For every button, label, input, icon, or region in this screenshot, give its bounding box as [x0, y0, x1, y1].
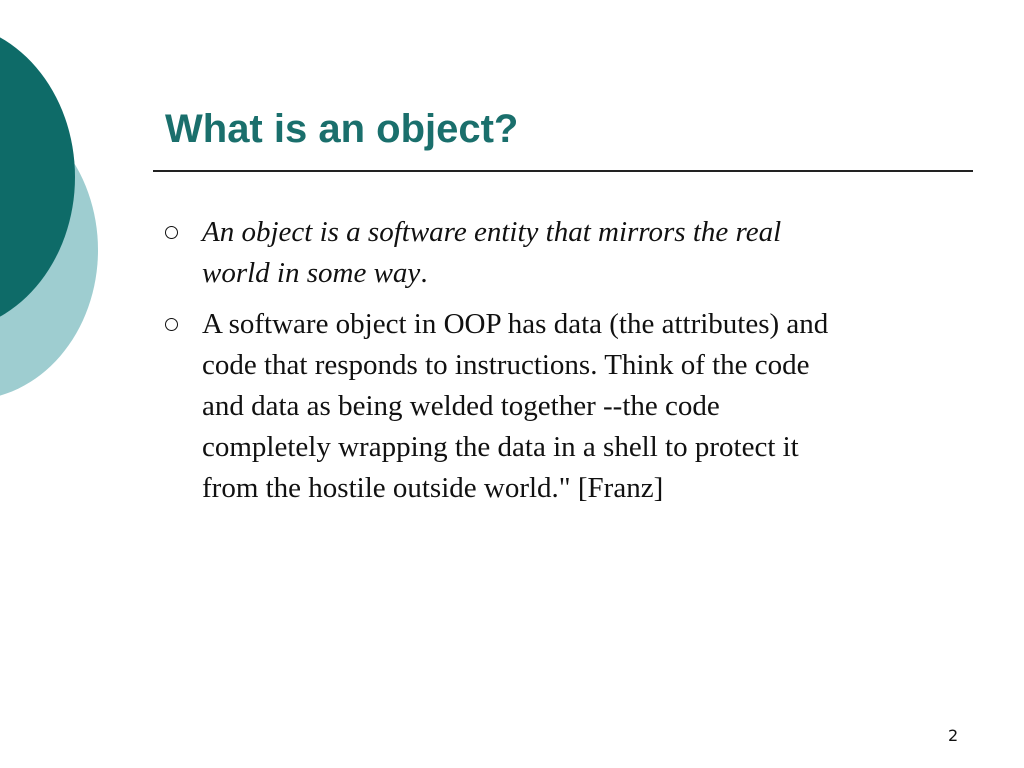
hollow-circle-bullet-icon — [165, 226, 178, 239]
bullet-text — [202, 212, 953, 294]
bullet-text-line: from the hostile outside world." [Franz] — [202, 472, 664, 504]
hollow-circle-bullet-icon — [165, 318, 178, 331]
bullet-item-definition — [163, 212, 953, 294]
bullet-text — [202, 304, 953, 509]
bullet-text-line: A software object in OOP has data (the attributes) and — [202, 308, 829, 340]
bullet-text-line: code that responds to instructions. Think of the code — [202, 349, 810, 381]
bullet-text-punctuation: . — [420, 257, 428, 289]
bullet-text-line: completely wrapping the data in a shell to protect it — [202, 431, 799, 463]
bullet-text-line: An object is a software entity that mirrors the real — [202, 216, 782, 248]
slide-title: What is an object? — [165, 107, 519, 151]
bullet-item-oop-quote — [163, 304, 953, 509]
bullet-text-line: world in some way — [202, 257, 421, 289]
bullet-text-line: and data as being welded together --the code — [202, 390, 720, 422]
title-divider — [153, 170, 973, 172]
page-number: 2 — [948, 726, 959, 745]
bullet-list — [163, 212, 953, 519]
